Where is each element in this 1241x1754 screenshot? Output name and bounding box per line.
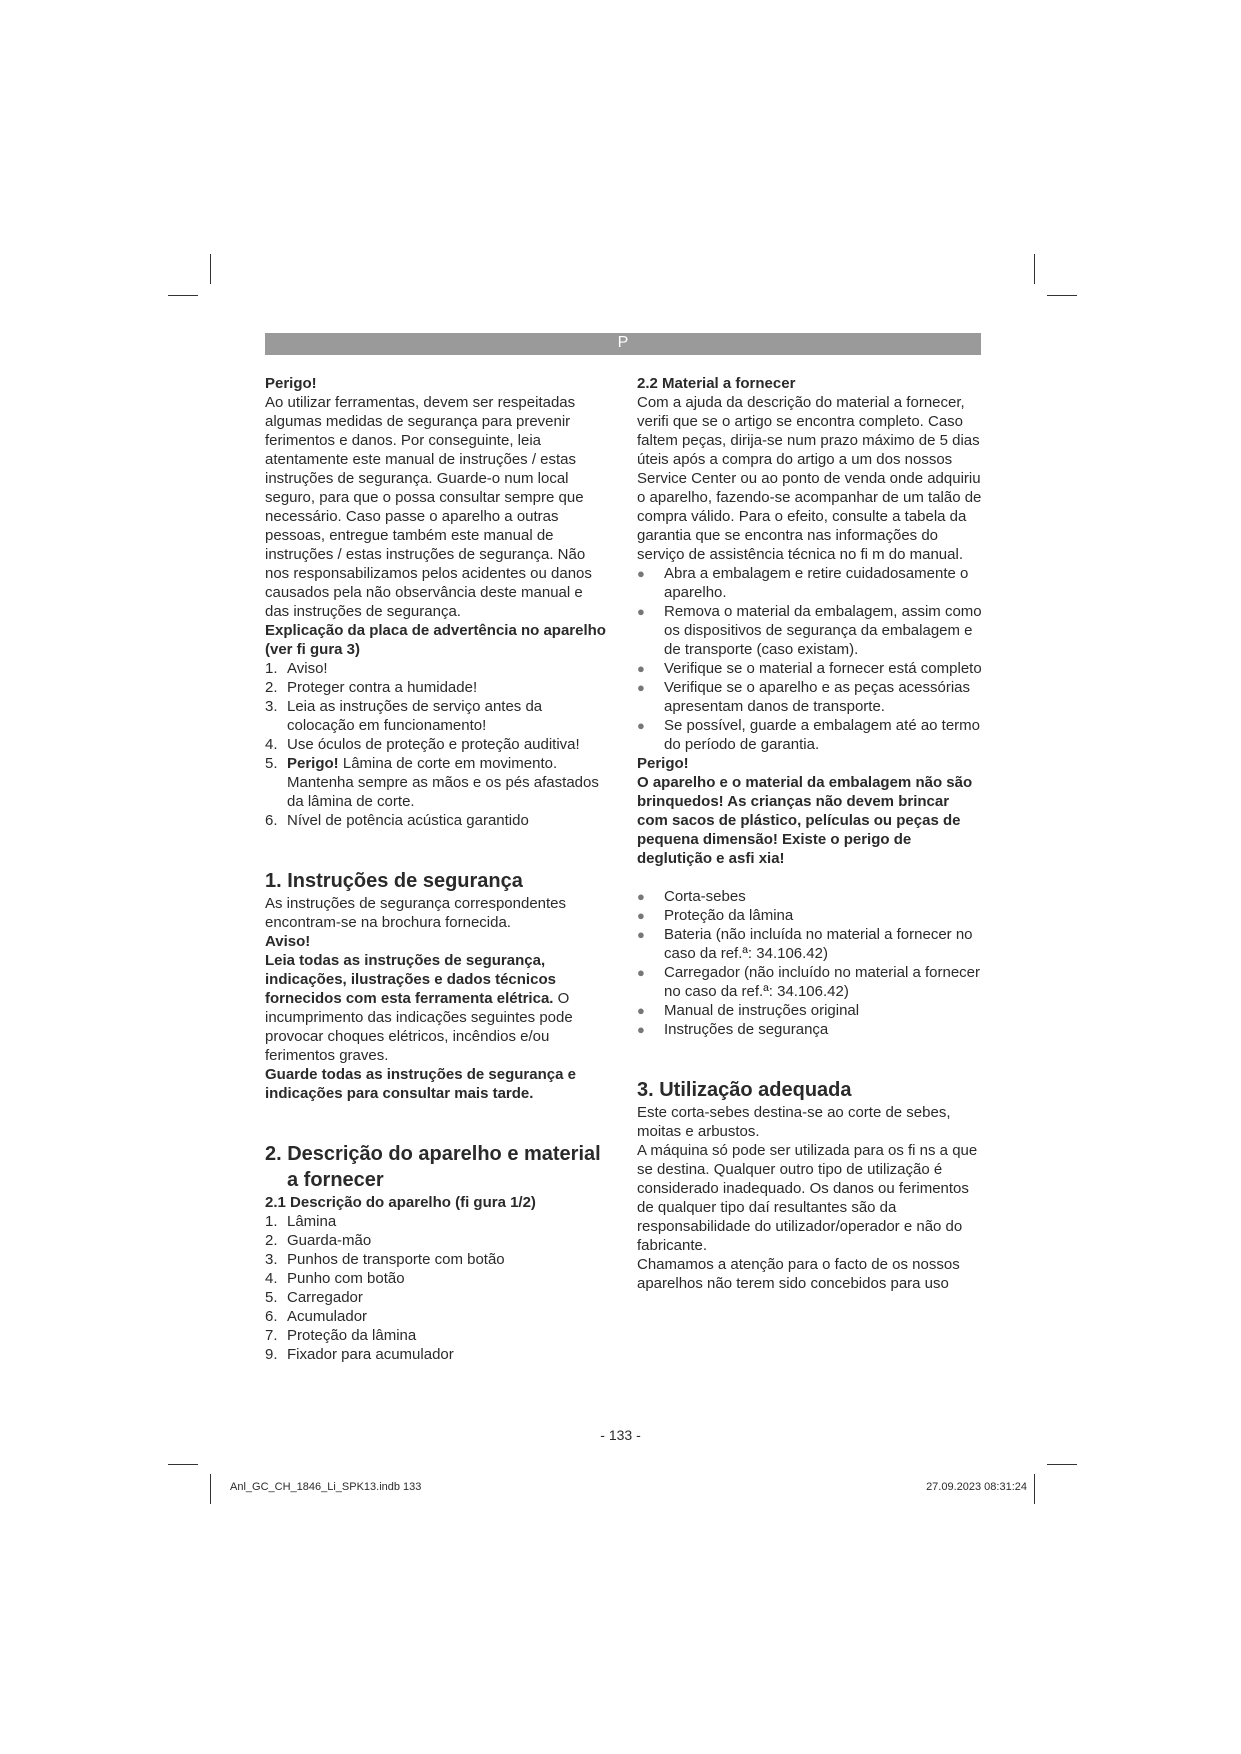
bullet-icon: ●	[637, 566, 645, 581]
left-column	[265, 374, 610, 1364]
section-1-title: 1. Instruções de segurança	[265, 870, 523, 892]
crop-mark-top-left-h	[168, 295, 198, 296]
list-item: 1. Lâmina	[265, 1213, 337, 1230]
crop-mark-top-left-v	[210, 254, 211, 284]
list-item: 4. Use óculos de proteção e proteção auditiva!	[265, 736, 580, 753]
bullet-icon: ●	[637, 908, 645, 923]
unpacking-list	[637, 564, 982, 754]
danger-2-title: Perigo!	[637, 755, 689, 772]
scope-of-delivery-list	[637, 887, 982, 1039]
list-item: 5. Perigo! Lâmina de corte em movimento. Mantenha sempre as mãos e os pés afastados da lâmina de corte.	[265, 755, 599, 810]
bullet-icon: ●	[637, 718, 645, 733]
list-item: 6. Nível de potência acústica garantido	[265, 812, 529, 829]
footer-datetime: 27.09.2023 08:31:24	[926, 1481, 1027, 1493]
page-number: - 133 -	[600, 1427, 641, 1443]
footer-filename: Anl_GC_CH_1846_Li_SPK13.indb 133	[230, 1481, 422, 1493]
crop-mark-bottom-left-v	[210, 1474, 211, 1504]
list-item: 6. Acumulador	[265, 1308, 368, 1325]
list-item: 3. Leia as instruções de serviço antes da colocação em funcionamento!	[265, 698, 543, 734]
crop-mark-top-right-v	[1034, 254, 1035, 284]
right-column	[637, 374, 982, 1293]
list-item: ● Abra a embalagem e retire cuidadosamente o aparelho.	[637, 565, 969, 601]
section-3-title: 3. Utilização adequada	[637, 1079, 852, 1101]
list-item: ● Carregador (não incluído no material a fornecer no caso da ref.ª: 34.106.42)	[637, 964, 981, 1000]
language-header-bar	[265, 333, 981, 355]
bullet-icon: ●	[637, 661, 645, 676]
list-item: ● Corta-sebes	[637, 888, 746, 905]
section-2-2-text: Com a ajuda da descrição do material a fornecer, verifi que se o artigo se encontra completo. Caso faltem peças, dirija-se num prazo máximo de 5 dias úteis após a compra do artigo a um dos nossos Service Center ou ao ponto de venda onde adquiriu o aparelho, fazendo-se acompanhar de um talão de compra válido. Para o efeito, consulte a tabela da garantia que se encontra nas informações do serviço de assistência técnica no fi m do manual.	[637, 394, 982, 563]
list-item: 4. Punho com botão	[265, 1270, 405, 1287]
crop-mark-bottom-left-h	[168, 1464, 198, 1465]
warning-label-title: Explicação da placa de advertência no aparelho (ver fi gura 3)	[265, 622, 606, 658]
section-1-text: As instruções de segurança correspondentes encontram-se na brochura fornecida.	[265, 895, 567, 931]
list-item: 7. Proteção da lâmina	[265, 1327, 417, 1344]
bullet-icon: ●	[637, 1003, 645, 1018]
bullet-icon: ●	[637, 927, 645, 942]
bullet-icon: ●	[637, 965, 645, 980]
bullet-icon: ●	[637, 604, 645, 619]
section-2-title: 2. Descrição do aparelho e material a fornecer	[265, 1143, 601, 1191]
list-item: 5. Carregador	[265, 1289, 363, 1306]
list-item: 1. Aviso!	[265, 660, 328, 677]
crop-mark-bottom-right-h	[1047, 1464, 1077, 1465]
list-item: ● Manual de instruções original	[637, 1002, 860, 1019]
section-1-read-all: Leia todas as instruções de segurança, indicações, ilustrações e dados técnicos fornecidos com esta ferramenta elétrica. O incumprimento das indicações seguintes pode provocar choques elétricos, incêndios e/ou ferimentos graves.	[265, 952, 573, 1064]
list-item: ● Se possível, guarde a embalagem até ao termo do período de garantia.	[637, 717, 981, 753]
section-1-keep: Guarde todas as instruções de segurança e indicações para consultar mais tarde.	[265, 1066, 576, 1102]
danger-text: Ao utilizar ferramentas, devem ser respeitadas algumas medidas de segurança para prevenir ferimentos e danos. Por conseguinte, leia atentamente este manual de instruções / estas instruções de segurança. Guarde-o num local seguro, para que o possa consultar sempre que necessário. Caso passe o aparelho a outras pessoas, entregue também este manual de instruções / estas instruções de segurança. Não nos responsabilizamos pelos acidentes ou danos causados pela não observância deste manual e das instruções de segurança.	[265, 394, 592, 620]
list-item: 9. Fixador para acumulador	[265, 1346, 454, 1363]
danger-2-text: O aparelho e o material da embalagem não são brinquedos! As crianças não devem brincar com sacos de plástico, películas ou peças de pequena dimensão! Existe o perigo de deglutição e asfi xia!	[637, 774, 973, 867]
warning-label-list	[265, 659, 610, 830]
section-2-1-title: 2.1 Descrição do aparelho (fi gura 1/2)	[265, 1194, 536, 1211]
section-3-p3: Chamamos a atenção para o facto de os nossos aparelhos não terem sido concebidos para uso	[637, 1256, 960, 1292]
danger-title: Perigo!	[265, 375, 317, 392]
bullet-icon: ●	[637, 889, 645, 904]
crop-mark-top-right-h	[1047, 295, 1077, 296]
section-3-p2: A máquina só pode ser utilizada para os fi ns a que se destina. Qualquer outro tipo de utilização é considerado inadequado. Os danos ou ferimentos de qualquer tipo daí resultantes são da responsabilidade do utilizador/operador e não do fabricante.	[637, 1142, 978, 1254]
section-3-p1: Este corta-sebes destina-se ao corte de sebes, moitas e arbustos.	[637, 1104, 951, 1140]
list-item: 2. Proteger contra a humidade!	[265, 679, 478, 696]
list-item: ● Bateria (não incluída no material a fornecer no caso da ref.ª: 34.106.42)	[637, 926, 973, 962]
section-1-warning: Aviso!	[265, 933, 311, 950]
list-item: 3. Punhos de transporte com botão	[265, 1251, 505, 1268]
crop-mark-bottom-right-v	[1034, 1474, 1035, 1504]
list-item: ● Remova o material da embalagem, assim como os dispositivos de segurança da embalagem e de transporte (caso existam).	[637, 603, 982, 658]
device-parts-list	[265, 1212, 610, 1364]
list-item: ● Verifique se o aparelho e as peças acessórias apresentam danos de transporte.	[637, 679, 971, 715]
bullet-icon: ●	[637, 1022, 645, 1037]
list-item: ● Verifique se o material a fornecer está completo	[637, 660, 982, 677]
list-item: ● Instruções de segurança	[637, 1021, 829, 1038]
section-2-2-title: 2.2 Material a fornecer	[637, 375, 796, 392]
language-code: P	[617, 334, 629, 351]
list-item: 2. Guarda-mão	[265, 1232, 372, 1249]
list-item: ● Proteção da lâmina	[637, 907, 794, 924]
bullet-icon: ●	[637, 680, 645, 695]
